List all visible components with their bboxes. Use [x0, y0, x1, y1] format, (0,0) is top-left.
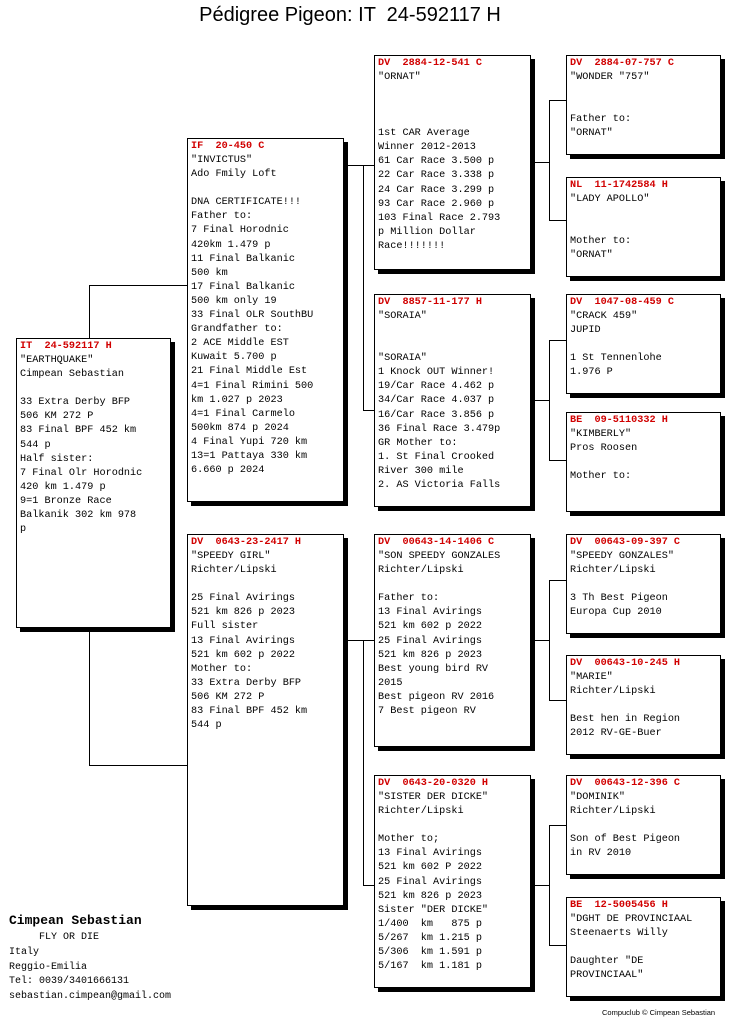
pigeon-info-line: "ORNAT" — [570, 250, 613, 262]
pigeon-info-line: JUPID — [570, 325, 601, 337]
pigeon-info-line: Father to: — [191, 211, 253, 223]
pigeon-info-line — [191, 182, 340, 196]
pigeon-info-line: Best young bird RV — [378, 663, 489, 675]
pigeon-info-line: 521 km 826 p 2023 — [191, 607, 295, 619]
pigeon-info-line: 521 km 826 p 2023 — [378, 890, 482, 902]
ring-number: DV 00643-12-396 C — [570, 778, 681, 789]
connector-line — [344, 165, 364, 166]
connector-line — [549, 460, 566, 461]
pigeon-info-line — [570, 456, 717, 470]
pigeon-info-line: Steenaerts Willy — [570, 928, 668, 940]
pigeon-info-line: 1. St Final Crooked — [378, 451, 495, 463]
pigeon-info-line: Richter/Lipski — [378, 806, 464, 818]
pigeon-card-mfm[interactable] — [566, 655, 721, 755]
owner-country: Italy — [9, 947, 40, 958]
pigeon-info-line: "CRACK 459" — [570, 311, 638, 323]
pigeon-info-line: 19/Car Race 4.462 p — [378, 381, 495, 393]
pigeon-info-line — [570, 338, 717, 352]
pigeon-info-line: 9=1 Bronze Race — [20, 495, 112, 507]
pigeon-info-line: Father to: — [570, 114, 632, 126]
pigeon-info-line: p — [20, 524, 27, 536]
pigeon-info-line: "SORAIA" — [378, 353, 427, 365]
pigeon-info-line — [570, 941, 717, 955]
pigeon-info-line — [570, 819, 717, 833]
pigeon-info-line: 521 km 826 p 2023 — [378, 649, 482, 661]
pigeon-info-line: 36 Final Race 3.479p — [378, 423, 501, 435]
pigeon-info-line — [378, 819, 527, 833]
pigeon-info-line: 7 Best pigeon RV — [378, 706, 476, 718]
pigeon-info-line: Balkanik 302 km 978 — [20, 510, 137, 522]
ring-number: DV 8857-11-177 H — [378, 297, 482, 308]
pigeon-info-line: 7 Final Horodnic — [191, 225, 289, 237]
ring-number: DV 1047-08-459 C — [570, 297, 674, 308]
pigeon-info-line: Daughter "DE — [570, 956, 644, 968]
pigeon-info-line: 3 Th Best Pigeon — [570, 593, 668, 605]
pigeon-info-line: 4 Final Yupi 720 km — [191, 436, 308, 448]
pigeon-info-line: Sister "DER DICKE" — [378, 904, 489, 916]
connector-line — [549, 100, 566, 101]
pigeon-info-line: Mother to: — [570, 236, 632, 248]
pigeon-info-line: 25 Final Avirings — [191, 593, 295, 605]
pigeon-info-line: 93 Car Race 2.960 p — [378, 198, 495, 210]
pigeon-info-line: River 300 mile — [378, 465, 464, 477]
pigeon-card-father-mother[interactable] — [374, 294, 531, 507]
pigeon-info-line — [570, 578, 717, 592]
ring-number: BE 09-5110332 H — [570, 415, 668, 426]
owner-info — [9, 912, 171, 1004]
pigeon-info-line: "ORNAT" — [570, 128, 613, 140]
pigeon-info-line — [378, 324, 527, 338]
pigeon-info-line: "ORNAT" — [378, 72, 421, 84]
ring-number: IT 24-592117 H — [20, 341, 112, 352]
pigeon-info-line: Kuwait 5.700 p — [191, 352, 277, 364]
pigeon-info-line: 34/Car Race 4.037 p — [378, 395, 495, 407]
pigeon-info-line: 5/167 km 1.181 p — [378, 961, 482, 973]
pigeon-info-line: Europa Cup 2010 — [570, 607, 662, 619]
pigeon-info-line: 33 Final OLR SouthBU — [191, 310, 314, 322]
connector-line — [89, 285, 90, 340]
connector-line — [549, 580, 550, 700]
pigeon-card-mff[interactable] — [566, 534, 721, 634]
pigeon-card-mmm[interactable] — [566, 897, 721, 997]
connector-line — [531, 640, 550, 641]
pigeon-info-line — [570, 85, 717, 99]
connector-line — [89, 765, 189, 766]
ring-number: BE 12-5005456 H — [570, 900, 668, 911]
pigeon-info-line: "EARTHQUAKE" — [20, 355, 94, 367]
connector-line — [531, 885, 550, 886]
ring-number: DV 2884-07-757 C — [570, 58, 674, 69]
pigeon-info-line: 2 ACE Middle EST — [191, 338, 289, 350]
pigeon-info-line: DNA CERTIFICATE!!! — [191, 197, 302, 209]
page-title: Pédigree Pigeon: IT 24-592117 H — [199, 4, 501, 26]
pigeon-card-subject[interactable] — [16, 338, 171, 628]
pigeon-info-line: 506 KM 272 P — [20, 411, 94, 423]
connector-line — [549, 825, 566, 826]
ring-number: DV 00643-10-245 H — [570, 658, 681, 669]
pigeon-info-line: 17 Final Balkanic — [191, 281, 295, 293]
pigeon-card-ffo[interactable] — [566, 55, 721, 155]
pigeon-info-line: 420km 1.479 p — [191, 239, 271, 251]
pigeon-info-line — [378, 85, 527, 99]
pigeon-info-line: 521 km 602 P 2022 — [378, 862, 482, 874]
pigeon-info-line: Cimpean Sebastian — [20, 369, 124, 381]
pigeon-info-line: 6.660 p 2024 — [191, 465, 265, 477]
pigeon-info-line: Mother to: — [570, 471, 632, 483]
pigeon-info-line: "SISTER DER DICKE" — [378, 792, 489, 804]
connector-line — [549, 340, 566, 341]
owner-motto: FLY OR DIE — [39, 932, 100, 943]
pigeon-info-line: 25 Final Avirings — [378, 635, 482, 647]
pigeon-card-father-father[interactable] — [374, 55, 531, 270]
pigeon-info-line: Pros Roosen — [570, 443, 638, 455]
connector-line — [363, 165, 364, 410]
pigeon-info-line: Best hen in Region — [570, 714, 681, 726]
pigeon-info-line: 521 km 602 p 2022 — [378, 621, 482, 633]
pigeon-info-line: 521 km 602 p 2022 — [191, 649, 295, 661]
owner-name: Cimpean Sebastian — [9, 913, 142, 928]
pigeon-info-line: 420 km 1.479 p — [20, 481, 106, 493]
ring-number: DV 0643-23-2417 H — [191, 537, 302, 548]
pigeon-info-line: "DGHT DE PROVINCIAAL — [570, 914, 693, 926]
pigeon-info-line: 103 Final Race 2.793 — [378, 212, 501, 224]
pigeon-info-line: 1 St Tennenlohe — [570, 353, 662, 365]
pigeon-info-line: 500km 874 p 2024 — [191, 422, 289, 434]
pigeon-info-line: "SON SPEEDY GONZALES — [378, 551, 501, 563]
pigeon-info-line: Richter/Lipski — [378, 565, 464, 577]
pigeon-info-line — [378, 113, 527, 127]
pigeon-info-line: 544 p — [20, 439, 51, 451]
pigeon-card-ffm[interactable] — [566, 177, 721, 277]
pigeon-info-line: "KIMBERLY" — [570, 429, 632, 441]
ring-number: DV 0643-20-0320 H — [378, 778, 489, 789]
owner-email[interactable]: sebastian.cimpean@gmail.com — [9, 990, 172, 1002]
pigeon-info-line: 13 Final Avirings — [378, 848, 482, 860]
pigeon-info-line: Mother to; — [378, 834, 440, 846]
credit-text: Compuclub © Cimpean Sebastian — [602, 1008, 716, 1017]
connector-line — [549, 220, 566, 221]
pigeon-info-line: Race!!!!!!! — [378, 240, 446, 252]
owner-city: Reggio-Emilia — [9, 961, 88, 973]
pigeon-info-line: Father to: — [378, 593, 440, 605]
pigeon-info-line: Full sister — [191, 621, 259, 633]
pigeon-card-father[interactable] — [187, 138, 344, 502]
pigeon-info-line: GR Mother to: — [378, 437, 458, 449]
pigeon-info-line: Richter/Lipski — [570, 686, 656, 698]
pigeon-info-line — [20, 382, 167, 396]
connector-line — [531, 400, 550, 401]
pigeon-info-line: 16/Car Race 3.856 p — [378, 409, 495, 421]
pigeon-card-fmf[interactable] — [566, 294, 721, 394]
pigeon-info-line: 11 Final Balkanic — [191, 253, 295, 265]
pigeon-card-mmf[interactable] — [566, 775, 721, 875]
pigeon-info-line — [570, 207, 717, 221]
pigeon-info-line — [378, 338, 527, 352]
connector-line — [531, 162, 550, 163]
pigeon-info-line: Richter/Lipski — [191, 565, 277, 577]
pigeon-info-line: Grandfather to: — [191, 324, 283, 336]
pigeon-info-line: km 1.027 p 2023 — [191, 394, 283, 406]
pigeon-info-line: 7 Final Olr Horodnic — [20, 467, 143, 479]
pigeon-info-line — [378, 578, 527, 592]
pigeon-card-mother-mother[interactable] — [374, 775, 531, 988]
pigeon-info-line — [378, 99, 527, 113]
pigeon-info-line: 2. AS Victoria Falls — [378, 480, 501, 492]
ring-number: NL 11-1742584 H — [570, 180, 668, 191]
pigeon-info-line: 544 p — [191, 720, 222, 732]
pigeon-info-line: 33 Extra Derby BFP — [191, 677, 302, 689]
pigeon-info-line: Richter/Lipski — [570, 806, 656, 818]
pigeon-info-line: "WONDER "757" — [570, 72, 650, 84]
connector-line — [549, 100, 550, 220]
pigeon-info-line: "DOMINIK" — [570, 792, 626, 804]
pigeon-info-line — [570, 699, 717, 713]
connector-line — [549, 340, 550, 460]
pigeon-info-line: 4=1 Final Carmelo — [191, 408, 295, 420]
ring-number: DV 2884-12-541 C — [378, 58, 482, 69]
pigeon-info-line: Ado Fmily Loft — [191, 169, 277, 181]
pigeon-info-line: 4=1 Final Rimini 500 — [191, 380, 314, 392]
pigeon-card-fmm[interactable] — [566, 412, 721, 512]
pigeon-info-line: 22 Car Race 3.338 p — [378, 170, 495, 182]
pigeon-info-line: 1st CAR Average — [378, 128, 470, 140]
connector-line — [549, 700, 566, 701]
pigeon-info-line: Son of Best Pigeon — [570, 834, 681, 846]
pigeon-info-line: "MARIE" — [570, 672, 613, 684]
pigeon-info-line: Best pigeon RV 2016 — [378, 691, 495, 703]
ring-number: DV 00643-09-397 C — [570, 537, 681, 548]
pigeon-info-line: 83 Final BPF 452 km — [191, 706, 308, 718]
pigeon-card-mother-father[interactable] — [374, 534, 531, 747]
pigeon-info-line: 500 km — [191, 267, 228, 279]
pigeon-info-line: 24 Car Race 3.299 p — [378, 184, 495, 196]
pigeon-info-line: 5/306 km 1.591 p — [378, 947, 482, 959]
pigeon-info-line: Richter/Lipski — [570, 565, 656, 577]
pigeon-info-line: 25 Final Avirings — [378, 876, 482, 888]
connector-line — [549, 825, 550, 945]
pigeon-info-line: 13 Final Avirings — [191, 635, 295, 647]
pigeon-info-line: 21 Final Middle Est — [191, 366, 308, 378]
ring-number: DV 00643-14-1406 C — [378, 537, 495, 548]
pigeon-info-line: 13 Final Avirings — [378, 607, 482, 619]
pigeon-info-line: 2015 — [378, 677, 403, 689]
pigeon-info-line: 1.976 P — [570, 367, 613, 379]
pigeon-info-line: in RV 2010 — [570, 848, 632, 860]
connector-line — [549, 580, 566, 581]
connector-line — [89, 285, 189, 286]
connector-line — [363, 640, 364, 885]
pigeon-info-line: "INVICTUS" — [191, 155, 253, 167]
pigeon-info-line: PROVINCIAAL" — [570, 970, 644, 982]
pigeon-card-mother[interactable] — [187, 534, 344, 906]
pigeon-info-line: 33 Extra Derby BFP — [20, 397, 131, 409]
connector-line — [344, 640, 364, 641]
pigeon-info-line: "SPEEDY GIRL" — [191, 551, 271, 563]
pigeon-info-line: "LADY APOLLO" — [570, 194, 650, 206]
pigeon-info-line: 506 KM 272 P — [191, 691, 265, 703]
owner-phone[interactable]: Tel: 0039/3401666131 — [9, 976, 130, 987]
pigeon-info-line: Mother to: — [191, 663, 253, 675]
connector-line — [549, 945, 566, 946]
pigeon-info-line: "SPEEDY GONZALES" — [570, 551, 674, 563]
pigeon-info-line: p Million Dollar — [378, 226, 476, 238]
pigeon-info-line: 1/400 km 875 p — [378, 918, 482, 930]
pigeon-info-line: Winner 2012-2013 — [378, 142, 476, 154]
pigeon-info-line — [570, 99, 717, 113]
pigeon-info-line: 61 Car Race 3.500 p — [378, 156, 495, 168]
pigeon-info-line: 5/267 km 1.215 p — [378, 932, 482, 944]
pigeon-info-line: "SORAIA" — [378, 311, 427, 323]
pigeon-info-line: 500 km only 19 — [191, 295, 277, 307]
pigeon-info-line: 2012 RV-GE-Buer — [570, 728, 662, 740]
pigeon-info-line: Half sister: — [20, 453, 94, 465]
pigeon-info-line: 13=1 Pattaya 330 km — [191, 450, 308, 462]
pigeon-info-line: 1 Knock OUT Winner! — [378, 367, 495, 379]
pigeon-info-line: 83 Final BPF 452 km — [20, 425, 137, 437]
ring-number: IF 20-450 C — [191, 141, 265, 152]
pigeon-info-line — [191, 578, 340, 592]
pigeon-info-line — [570, 221, 717, 235]
